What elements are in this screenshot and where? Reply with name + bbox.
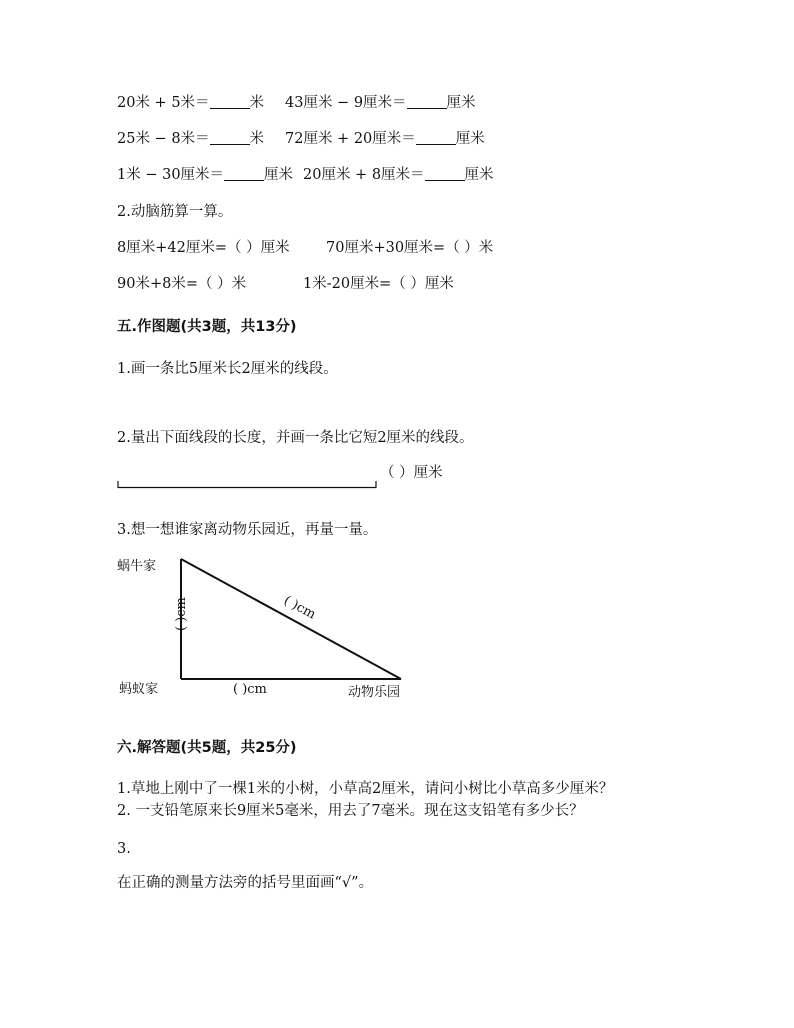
calc-1-left	[117, 94, 264, 112]
answer-blank[interactable]	[407, 94, 447, 109]
section6-heading: 六.解答题(共5题，共25分)	[117, 740, 297, 756]
calc-1-right	[285, 94, 476, 112]
label-zoo: 动物乐园	[348, 685, 401, 700]
calc-unit: 厘米	[264, 167, 294, 183]
label-bottom-cm: ( )cm	[233, 682, 267, 697]
calc-expr: 43厘米 − 9厘米＝	[285, 95, 407, 111]
distance-figure	[117, 553, 427, 701]
calc-2-left	[117, 130, 264, 148]
section5-heading: 五.作图题(共3题，共13分)	[117, 319, 297, 335]
s5-q1: 1.画一条比5厘米长2厘米的线段。	[117, 361, 338, 377]
s6-q3-number: 3.	[117, 841, 131, 857]
calc-unit: 厘米	[464, 167, 494, 183]
s6-q3-text: 在正确的测量方法旁的括号里面画“√”。	[117, 875, 374, 891]
answer-blank[interactable]	[210, 94, 250, 109]
label-ant-home: 蚂蚁家	[119, 682, 159, 697]
measure-segment	[117, 474, 379, 482]
calc-unit: 厘米	[455, 131, 485, 147]
answer-blank[interactable]	[224, 166, 264, 181]
s5-q2: 2.量出下面线段的长度，并画一条比它短2厘米的线段。	[117, 430, 474, 446]
answer-blank[interactable]	[210, 130, 250, 145]
segment-svg	[117, 481, 379, 489]
calc-expr: 1米 − 30厘米＝	[117, 167, 225, 183]
calc-unit: 米	[249, 131, 265, 147]
calc-unit: 米	[249, 95, 265, 111]
s6-q2: 2. 一支铅笔原来长9厘米5毫米，用去了7毫米。现在这支铅笔有多少长？	[117, 803, 584, 819]
s5-q3: 3.想一想谁家离动物乐园近，再量一量。	[117, 522, 378, 538]
calc-expr: 72厘米 + 20厘米＝	[285, 131, 416, 147]
answer-blank[interactable]	[425, 166, 465, 181]
calc-3-left	[117, 166, 293, 184]
q2-row-2-right: 1米-20厘米=（ ）厘米	[303, 276, 454, 292]
calc-expr: 25米 − 8米＝	[117, 131, 210, 147]
s5-q2-answer: （ ）厘米	[380, 465, 443, 481]
calc-2-right	[285, 130, 485, 148]
calc-unit: 厘米	[446, 95, 476, 111]
triangle-diagram	[117, 553, 427, 701]
label-hyp-cm: ( )cm	[281, 593, 319, 623]
q2-row-1-right: 70厘米+30厘米=（ ）米	[326, 240, 494, 256]
q2-title: 2.动脑筋算一算。	[117, 204, 233, 220]
calc-expr: 20米 + 5米＝	[117, 95, 210, 111]
hypotenuse	[181, 559, 401, 679]
q2-row-2-left: 90米+8米=（ ）米	[117, 276, 247, 292]
s6-q1: 1.草地上刚中了一棵1米的小树，小草高2厘米，请问小树比小草高多少厘米？	[117, 781, 614, 797]
label-side-cm: ( )cm	[174, 597, 189, 631]
calc-3-right	[303, 166, 494, 184]
calc-expr: 20厘米 + 8厘米＝	[303, 167, 425, 183]
label-snail-home: 蜗牛家	[117, 559, 157, 574]
answer-blank[interactable]	[416, 130, 456, 145]
q2-row-1-left: 8厘米+42厘米=（ ）厘米	[117, 240, 290, 256]
